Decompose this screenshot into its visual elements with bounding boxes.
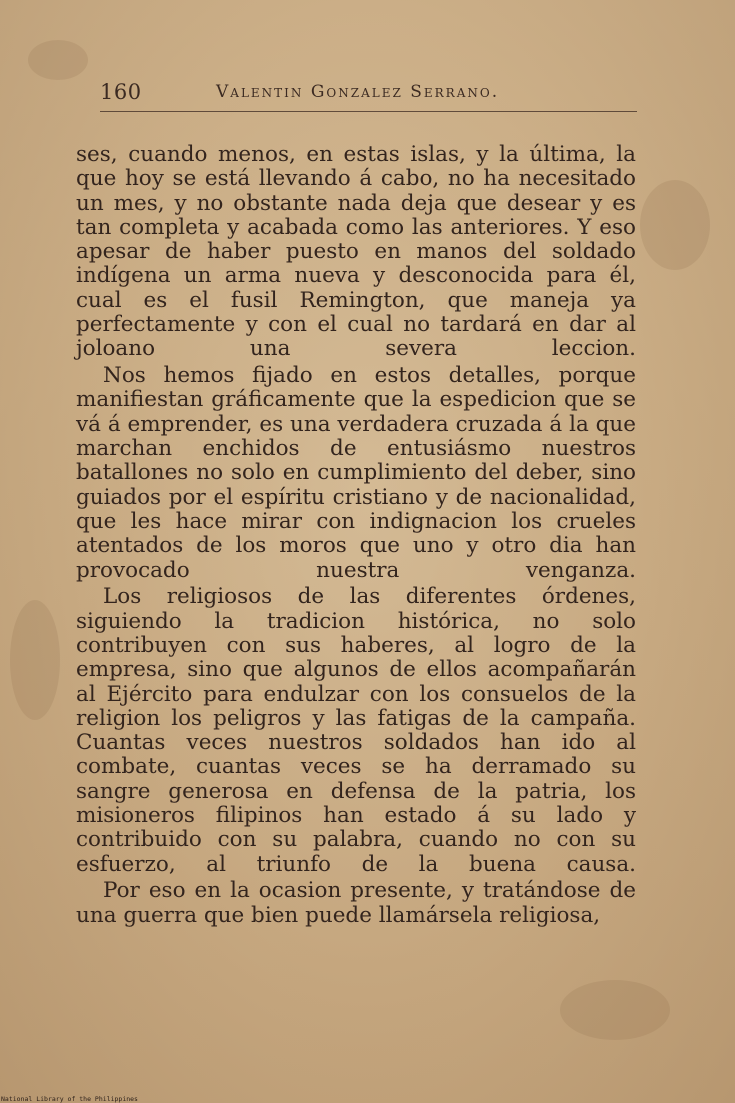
paper-stain: [28, 40, 88, 80]
header-rule: [100, 111, 637, 112]
paper-stain: [560, 980, 670, 1040]
paragraph-continued: ses, cuando menos, en estas islas, y la última, la que hoy se está llevando á cabo, no ha necesitado un mes, y no obstante nada deja que desear y es tan completa y acabada como las anteriores. Y eso apesar de haber puesto en manos del soldado indígena un arma nueva y desconocida para él, cual es el fusil Remington, que maneja ya perfectamente y con el cual no tardará en dar al joloano una severa leccion.: [76, 142, 636, 362]
paragraph: Los religiosos de las diferentes órdenes, siguiendo la tradicion histórica, no solo contribuyen con sus haberes, al logro de la empresa, sino que algunos de ellos acompañarán al Ejército para endulzar con los consuelos de la religion los peligros y las fatigas de la campaña. Cuantas veces nuestros soldados han ido al combate, cuantas veces se ha derramado su sangre generosa en defensa de la patria, los misioneros filipinos han estado á su lado y contribuido con su palabra, cuando no con su esfuerzo, al triunfo de la buena causa.: [76, 584, 636, 877]
running-head: [100, 80, 640, 108]
paper-stain: [640, 180, 710, 270]
paragraph: Nos hemos fijado en estos detalles, porque manifiestan gráficamente que la espedicion que se vá á emprender, es una verdadera cruzada á la que marchan enchidos de entusiásmo nuestros batallones no solo en cumplimiento del deber, sino guiados por el espíritu cristiano y de nacionalidad, que les hace mirar con indignacion los crueles atentados de los moros que uno y otro dia han provocado nuestra venganza.: [76, 363, 636, 583]
library-credit: National Library of the Philippines: [1, 1095, 138, 1103]
paper-stain: [10, 600, 60, 720]
paragraph: Por eso en la ocasion presente, y tratándose de una guerra que bien puede llamársela religiosa,: [76, 878, 636, 928]
running-title: Valentin Gonzalez Serrano.: [216, 82, 500, 102]
page-number: 160: [100, 80, 142, 104]
body-text: [76, 143, 636, 931]
